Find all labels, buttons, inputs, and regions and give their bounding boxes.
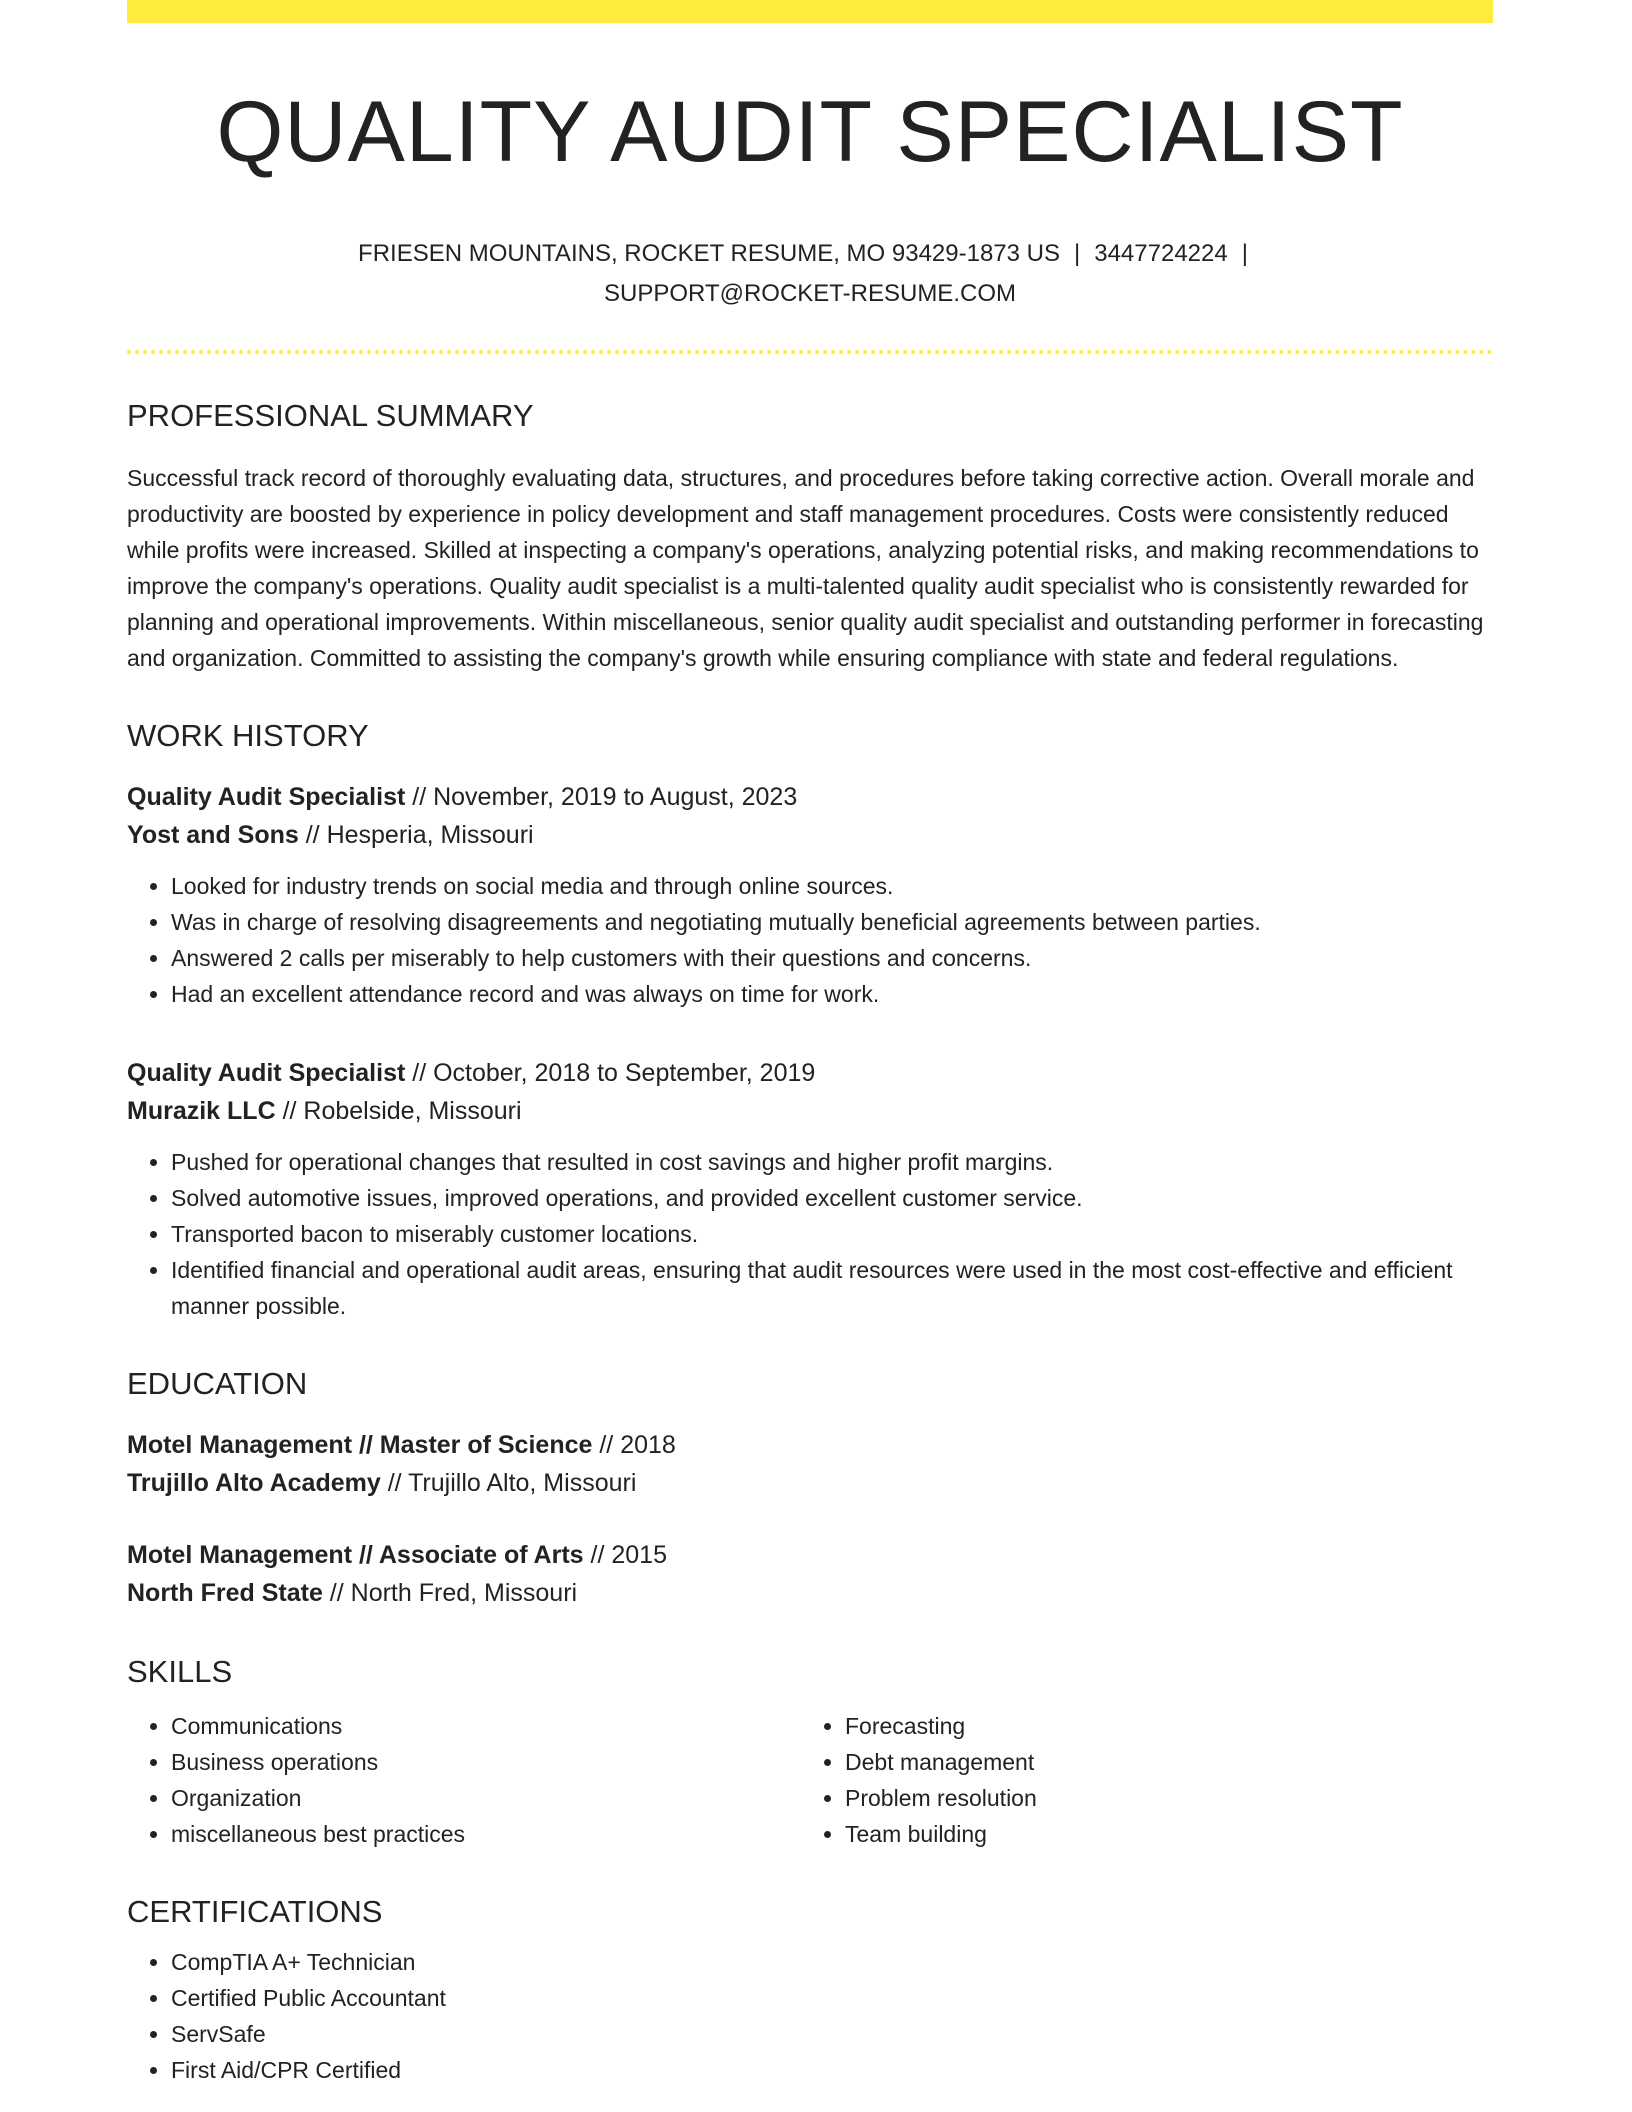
education-degree-line (127, 1426, 1493, 1464)
job-bullet: • Transported bacon to miserably customer locations. (171, 1216, 1493, 1252)
certification-item: • CompTIA A+ Technician (171, 1944, 1493, 1980)
education-school-line (127, 1574, 1493, 1612)
job-location: // Hesperia, Missouri (298, 820, 534, 849)
job-location: // Robelside, Missouri (275, 1096, 522, 1125)
contact-line-1 (127, 234, 1493, 274)
contact-email: SUPPORT@ROCKET-RESUME.COM (604, 279, 1016, 307)
certifications-list (127, 1944, 1493, 2088)
job-bullets (127, 868, 1493, 1012)
job-company-line (127, 816, 1493, 854)
skill-item: • Organization (171, 1780, 801, 1816)
summary-text: Successful track record of thoroughly evaluating data, structures, and procedures before taking corrective action. Overall morale and productivity are boosted by experience in policy development and staff management procedures. Costs were consistently reduced while profits were increased. Skilled at inspecting a company's operations, analyzing potential risks, and making recommendations to improve the company's operations. Quality audit specialist is a multi-talented quality audit specialist who is consistently rewarded for planning and operational improvements. Within miscellaneous, senior quality audit specialist and outstanding performer in forecasting and organization. Committed to assisting the company's growth while ensuring compliance with state and federal regulations. (127, 464, 1484, 671)
certifications-heading: CERTIFICATIONS (127, 1893, 383, 1929)
skill-item: • Debt management (845, 1744, 1475, 1780)
job-company-line (127, 1092, 1493, 1130)
education-school: North Fred State (127, 1578, 323, 1607)
skill-item: • Team building (845, 1816, 1475, 1852)
job-bullet: • Had an excellent attendance record and was always on time for work. (171, 976, 1493, 1012)
contact-phone: 3447724224 (1094, 239, 1228, 267)
job-company: Yost and Sons (127, 820, 299, 849)
job-title: Quality Audit Specialist (127, 1058, 406, 1087)
contact-address: FRIESEN MOUNTAINS, ROCKET RESUME, MO 93429-1873 US (358, 239, 1060, 267)
education-location: // Trujillo Alto, Missouri (380, 1468, 637, 1497)
job-dates: // October, 2018 to September, 2019 (405, 1058, 816, 1087)
job-bullet: • Looked for industry trends on social media and through online sources. (171, 868, 1493, 904)
skills-column-left (127, 1708, 801, 1852)
contact-separator: | (1241, 239, 1248, 267)
certification-item: • Certified Public Accountant (171, 1980, 1493, 2016)
job-dates: // November, 2019 to August, 2023 (405, 782, 798, 811)
job-bullet: • Answered 2 calls per miserably to help customers with their questions and concerns. (171, 940, 1493, 976)
summary-heading: PROFESSIONAL SUMMARY (127, 397, 534, 433)
certification-item: • ServSafe (171, 2016, 1493, 2052)
job-company: Murazik LLC (127, 1096, 276, 1125)
education-degree-line (127, 1536, 1493, 1574)
education-degree: Motel Management // Associate of Arts (127, 1540, 584, 1569)
education-heading: EDUCATION (127, 1365, 308, 1401)
contact-info (127, 234, 1493, 314)
job-bullet: • Pushed for operational changes that resulted in cost savings and higher profit margins. (171, 1144, 1493, 1180)
resume-page (127, 0, 1493, 2088)
education-year: // 2018 (592, 1430, 676, 1459)
skill-item: • Business operations (171, 1744, 801, 1780)
job-title: Quality Audit Specialist (127, 782, 406, 811)
education-degree: Motel Management // Master of Science (127, 1430, 593, 1459)
job-bullet: • Identified financial and operational audit areas, ensuring that audit resources were used in the most cost-effective and efficient manner possible. (171, 1252, 1493, 1324)
job-entry (127, 778, 1493, 1012)
skills-heading: SKILLS (127, 1653, 233, 1689)
skill-item: • Forecasting (845, 1708, 1475, 1744)
accent-top-bar (127, 0, 1493, 23)
contact-line-2 (127, 274, 1493, 314)
skill-item: • Problem resolution (845, 1780, 1475, 1816)
education-entry (127, 1536, 1493, 1612)
resume-name: QUALITY AUDIT SPECIALIST (216, 84, 1404, 180)
skills-column-right (801, 1708, 1475, 1852)
contact-separator: | (1074, 239, 1081, 267)
education-year: // 2015 (583, 1540, 667, 1569)
dotted-divider (127, 350, 1493, 354)
certification-item: • First Aid/CPR Certified (171, 2052, 1493, 2088)
education-entry (127, 1426, 1493, 1502)
job-title-line (127, 778, 1493, 816)
work-history-heading: WORK HISTORY (127, 717, 369, 753)
job-title-line (127, 1054, 1493, 1092)
education-school-line (127, 1464, 1493, 1502)
job-bullet: • Was in charge of resolving disagreements and negotiating mutually beneficial agreements between parties. (171, 904, 1493, 940)
job-bullet: • Solved automotive issues, improved operations, and provided excellent customer service. (171, 1180, 1493, 1216)
skills-grid (127, 1708, 1493, 1852)
job-bullets (127, 1144, 1493, 1324)
skill-item: • Communications (171, 1708, 801, 1744)
education-location: // North Fred, Missouri (322, 1578, 578, 1607)
job-entry (127, 1054, 1493, 1324)
skill-item: • miscellaneous best practices (171, 1816, 801, 1852)
education-school: Trujillo Alto Academy (127, 1468, 381, 1497)
